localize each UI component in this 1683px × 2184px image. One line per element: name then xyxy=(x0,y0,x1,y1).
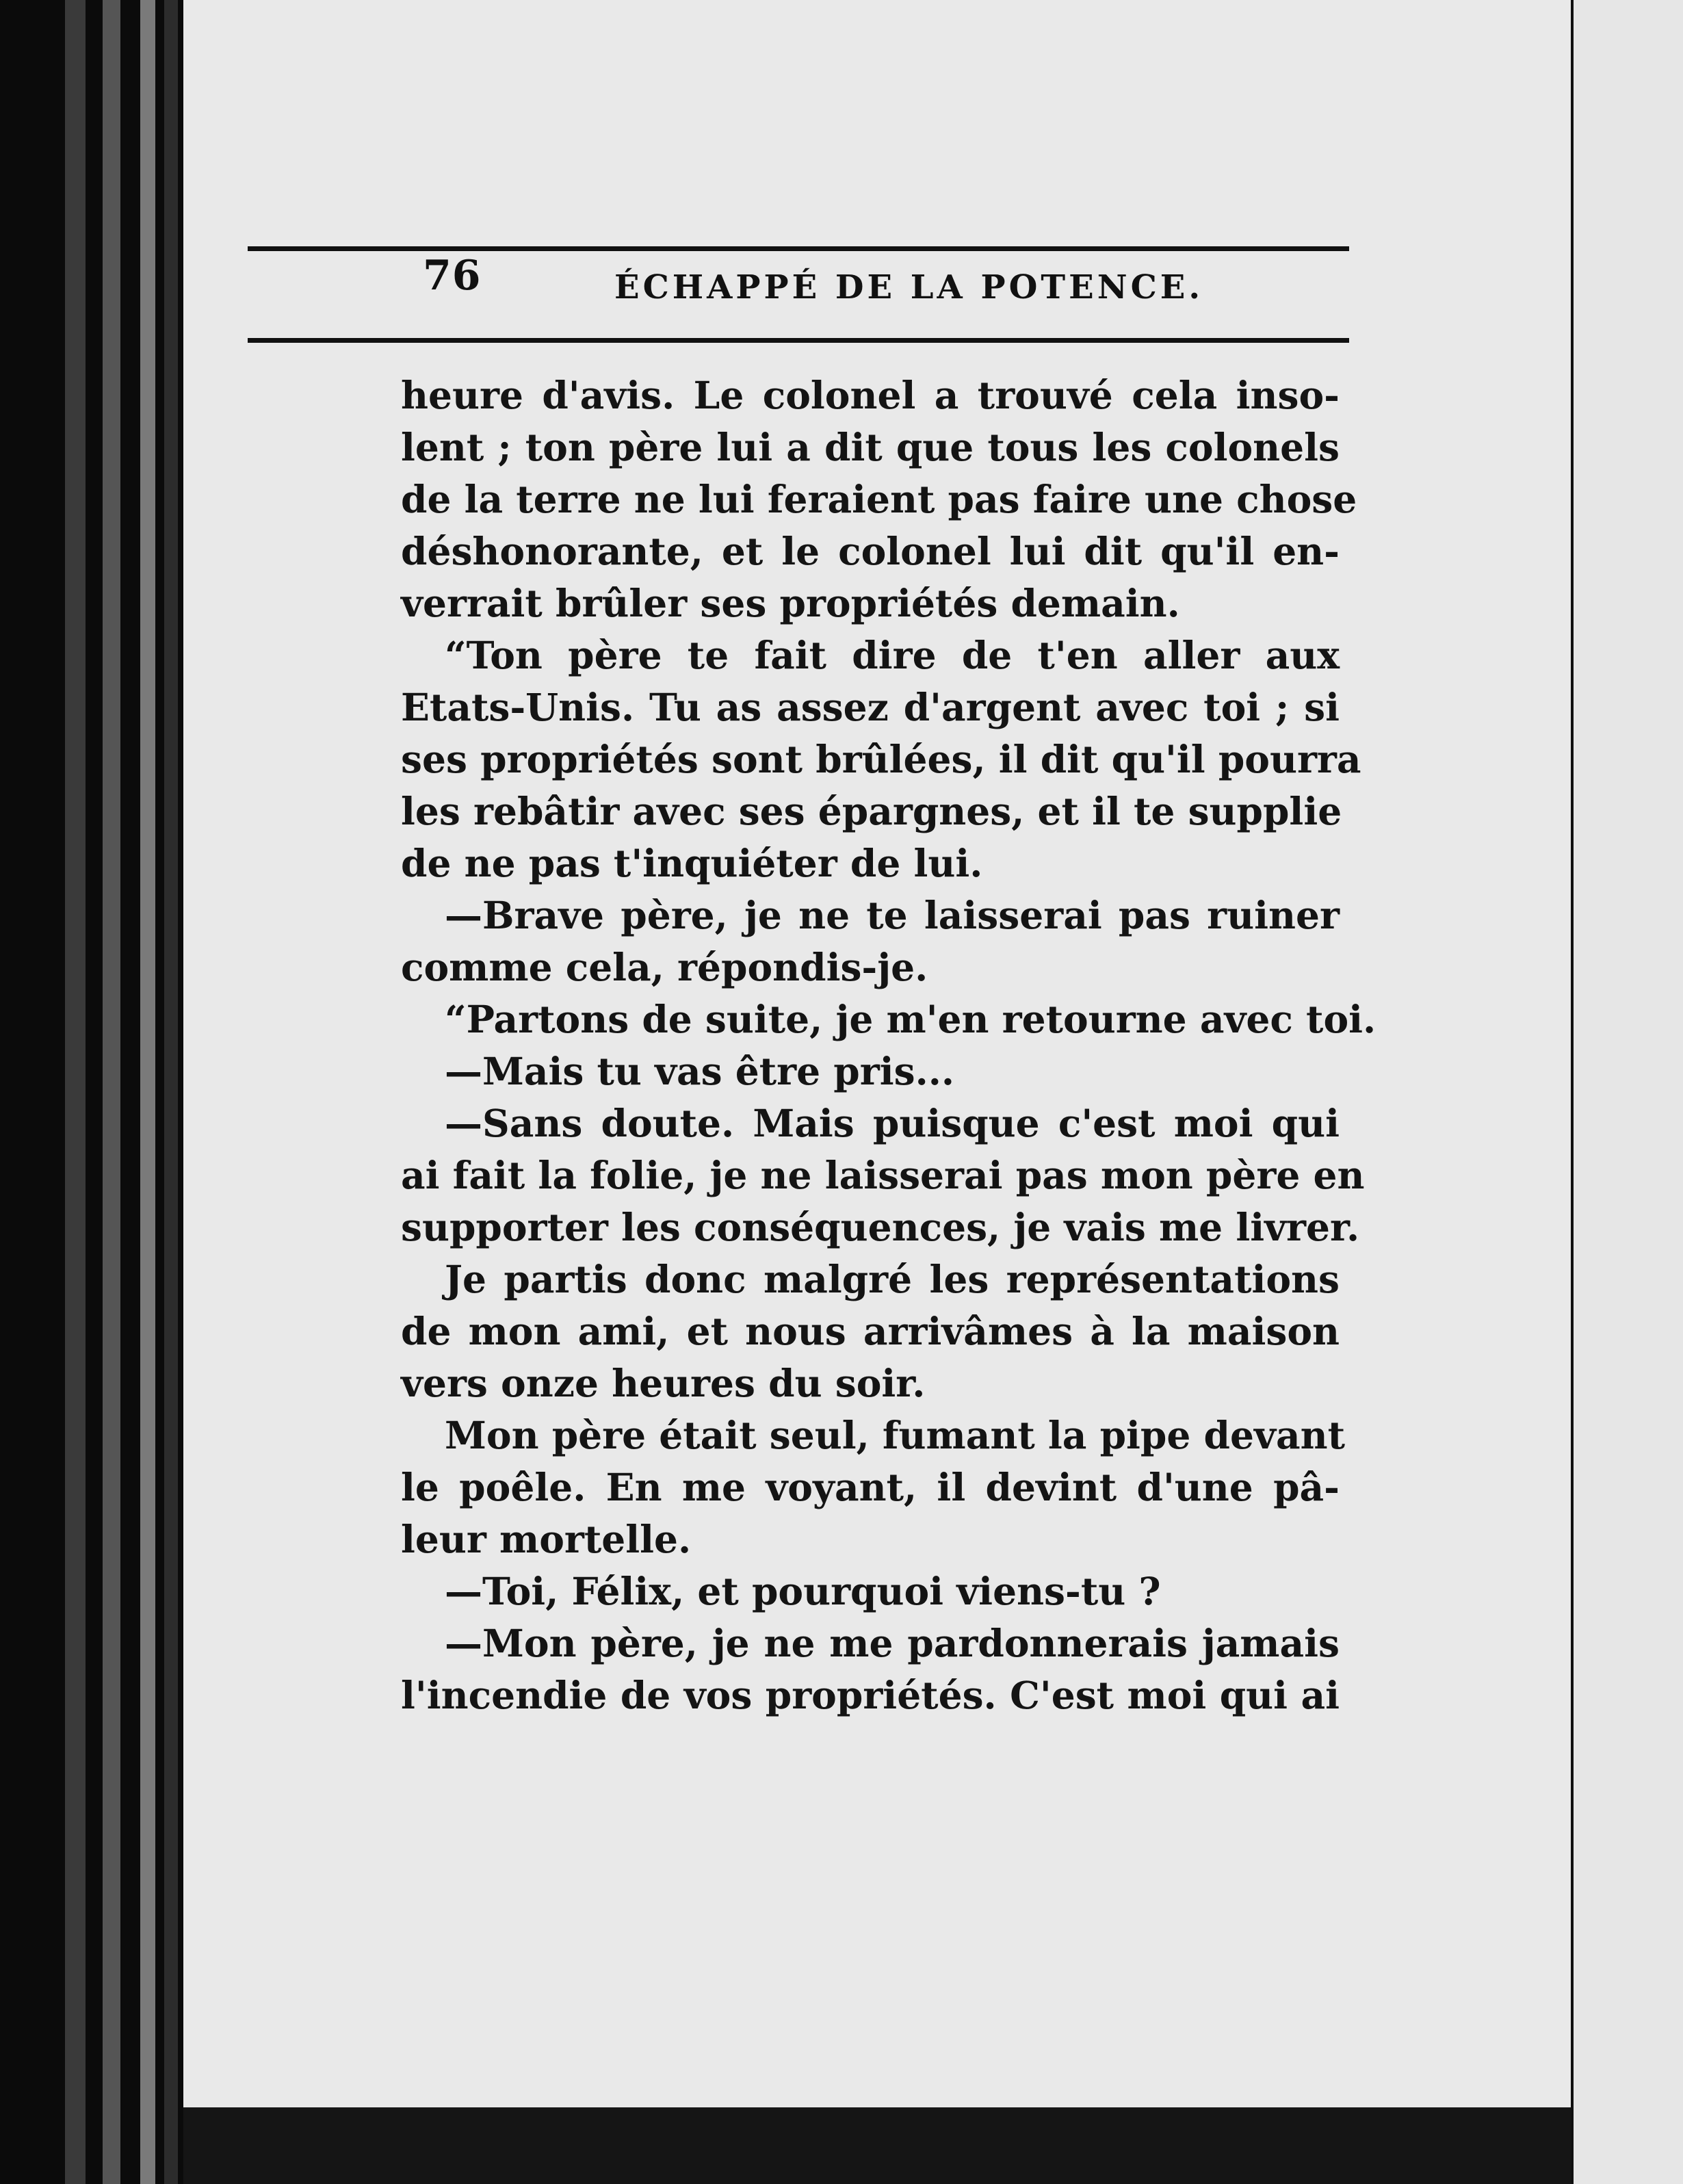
binding-edge xyxy=(140,0,155,2184)
text-line: déshonorante, et le colonel lui dit qu'il en- xyxy=(401,529,1340,573)
text-line: verrait brûler ses propriétés demain. xyxy=(401,581,1180,625)
text-line: heure d'avis. Le colonel a trouvé cela inso- xyxy=(401,373,1340,417)
text-line: —Sans doute. Mais puisque c'est moi qui xyxy=(445,1101,1340,1145)
page-bottom-shadow xyxy=(183,2107,1571,2184)
text-line: —Toi, Félix, et pourquoi viens-tu ? xyxy=(445,1569,1161,1613)
text-line: vers onze heures du soir. xyxy=(401,1361,926,1405)
text-line: comme cela, répondis-je. xyxy=(401,945,928,989)
text-line: “Partons de suite, je m'en retourne avec toi. xyxy=(445,997,1377,1041)
text-line: “Ton père te fait dire de t'en aller aux xyxy=(445,633,1340,677)
running-title: ÉCHAPPÉ DE LA POTENCE. xyxy=(614,268,1204,307)
text-line: ai fait la folie, je ne laisserai pas mon père en xyxy=(401,1153,1365,1197)
text-line: Mon père était seul, fumant la pipe devant xyxy=(445,1413,1345,1457)
text-line: ses propriétés sont brûlées, il dit qu'il pourra xyxy=(401,737,1361,781)
text-line: de ne pas t'inquiéter de lui. xyxy=(401,841,983,885)
binding-edge xyxy=(164,0,178,2184)
text-line: de mon ami, et nous arrivâmes à la maison xyxy=(401,1309,1340,1353)
text-line: les rebâtir avec ses épargnes, et il te supplie xyxy=(401,789,1342,833)
binding-edge xyxy=(65,0,86,2184)
text-line: l'incendie de vos propriétés. C'est moi qui ai xyxy=(401,1673,1340,1717)
body-text xyxy=(401,369,1377,1721)
text-line: —Mon père, je ne me pardonnerais jamais xyxy=(445,1621,1340,1665)
page-number: 76 xyxy=(423,252,482,300)
text-line: —Mais tu vas être pris... xyxy=(445,1049,955,1093)
text-line: —Brave père, je ne te laisserai pas ruiner xyxy=(445,893,1340,937)
text-line: Etats-Unis. Tu as assez d'argent avec toi ; si xyxy=(401,685,1340,729)
header-rule-top xyxy=(248,246,1349,251)
header-rule-bottom xyxy=(248,338,1349,343)
text-line: leur mortelle. xyxy=(401,1517,692,1561)
binding-edge xyxy=(103,0,120,2184)
text-line: le poêle. En me voyant, il devint d'une pâ- xyxy=(401,1465,1340,1509)
text-line: lent ; ton père lui a dit que tous les colonels xyxy=(401,425,1340,469)
text-line: supporter les conséquences, je vais me livrer. xyxy=(401,1205,1360,1249)
text-line: Je partis donc malgré les représentations xyxy=(445,1257,1340,1301)
facing-page-edge xyxy=(1574,0,1683,2184)
text-line: de la terre ne lui feraient pas faire une chose xyxy=(401,477,1357,521)
